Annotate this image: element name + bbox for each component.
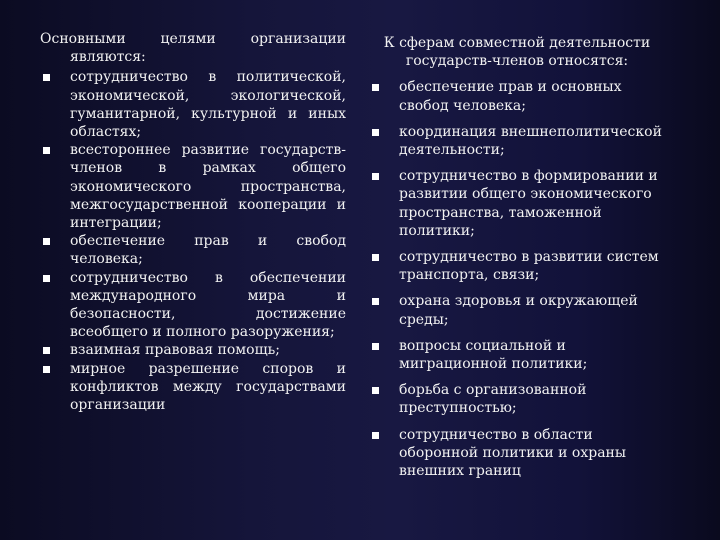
list-item [40,269,346,342]
square-bullet-icon [43,347,50,354]
list-item [369,248,665,284]
list-item [369,78,665,114]
list-item [369,123,665,159]
square-bullet-icon [43,366,50,373]
list-item [40,360,346,415]
list-item-text: сотрудничество в развитии систем транспорта, связи; [399,249,659,284]
square-bullet-icon [43,275,50,282]
square-bullet-icon [372,298,379,305]
list-item-text: охрана здоровья и окружающей среды; [399,293,638,328]
list-item-text: сотрудничество в политической, экономической, экологической, гуманитарной, культурной и иных областях; [70,69,346,141]
square-bullet-icon [372,129,379,136]
left-goals-list [40,68,346,414]
list-item [40,68,346,141]
square-bullet-icon [43,238,50,245]
square-bullet-icon [43,147,50,154]
right-column [369,30,665,488]
list-item [369,292,665,328]
list-item-text: координация внешнеполитической деятельности; [399,123,662,159]
list-item-text: вопросы социальной и миграционной политики; [399,337,588,373]
square-bullet-icon [372,343,379,350]
list-item-text: всестороннее развитие государств-членов в рамках общего экономического пространства, межгосударственной кооперации и интеграции; [70,142,346,232]
list-item-text: сотрудничество в области оборонной политики и охраны внешних границ [399,426,627,480]
left-heading-line2: являются: [70,49,146,66]
square-bullet-icon [372,173,379,180]
list-item-text: сотрудничество в обеспечении международного мира и безопасности, достижение всеобщего и полного разоружения; [70,269,346,341]
square-bullet-icon [372,432,379,439]
list-item [369,381,665,417]
list-item-text: взаимная правовая помощь; [70,342,280,359]
right-heading: К сферам совместной деятельности государств-членов относятся: [383,35,651,70]
list-item [369,167,665,240]
left-heading [40,30,346,66]
list-item-text: сотрудничество в формировании и развитии общего экономического пространства, таможенной политики; [399,168,658,239]
list-item [40,341,346,359]
list-item [369,337,665,373]
square-bullet-icon [372,254,379,261]
list-item [369,426,665,481]
right-spheres-list [369,78,665,480]
list-item-text: обеспечение прав и основных свобод человека; [399,79,622,114]
square-bullet-icon [372,84,379,91]
list-item-text: мирное разрешение споров и конфликтов между государствами организации [70,360,346,414]
list-item-text: обеспечение прав и свобод человека; [70,233,346,268]
left-heading-line1: Основными целями организации [40,31,346,47]
square-bullet-icon [43,74,50,81]
list-item [40,232,346,268]
square-bullet-icon [372,387,379,394]
list-item-text: борьба с организованной преступностью; [399,382,587,417]
list-item [40,141,346,232]
left-column [40,30,346,414]
